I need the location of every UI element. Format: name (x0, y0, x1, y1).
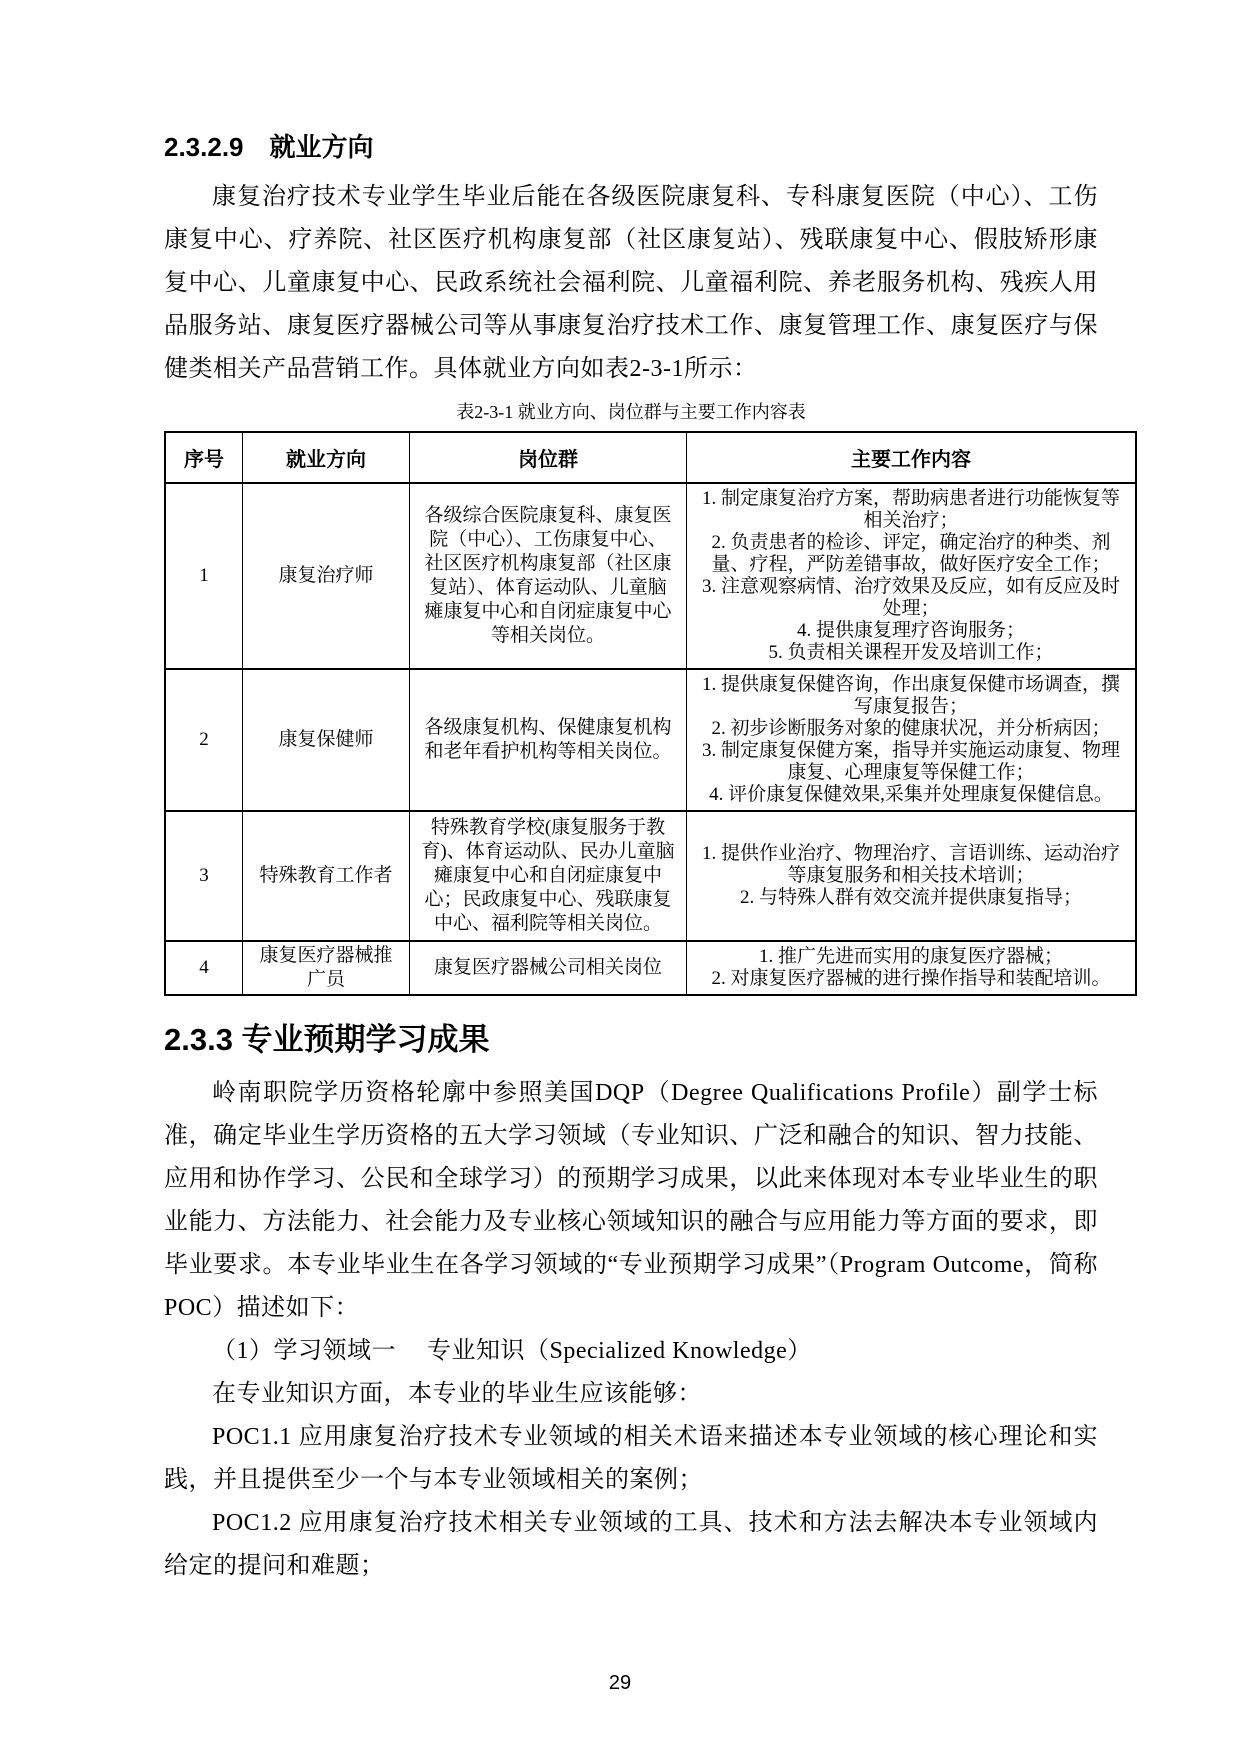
row-work (687, 483, 1137, 669)
row-direction: 康复治疗师 (243, 483, 410, 669)
work-item: 4. 评价康复保健效果,采集并处理康复保健信息。 (709, 784, 1113, 805)
employment-table (164, 431, 1137, 996)
work-item: 1. 提供康复保健咨询，作出康复保健市场调查，撰写康复报告； (701, 674, 1120, 717)
row-no: 3 (165, 811, 243, 941)
work-item: 1. 提供作业治疗、物理治疗、言语训练、运动治疗等康复服务和相关技术培训； (701, 843, 1120, 886)
row-direction: 特殊教育工作者 (243, 811, 410, 941)
row-work (687, 941, 1137, 995)
work-item: 5. 负责相关课程开发及培训工作； (768, 642, 1054, 663)
table-row (165, 941, 1136, 995)
table-row (165, 811, 1136, 941)
row-no: 2 (165, 669, 243, 811)
table-row (165, 669, 1136, 811)
work-item: 1. 制定康复治疗方案，帮助病患者进行功能恢复等相关治疗； (701, 488, 1120, 531)
row-posts: 康复医疗器械公司相关岗位 (410, 941, 687, 995)
specialized-knowledge-lead-line: 在专业知识方面，本专业的毕业生应该能够： (212, 1381, 702, 1407)
page-content (164, 130, 1120, 1588)
row-no: 1 (165, 483, 243, 669)
row-work (687, 669, 1137, 811)
poc-1-2-paragraph: POC1.2 应用康复治疗技术相关专业领域的工具、技术和方法去解决本专业领域内给定的提问和难题； (164, 1510, 1098, 1579)
learning-area-1-line: （1）学习领域一 专业知识（Specialized Knowledge） (212, 1338, 812, 1364)
row-posts: 各级综合医院康复科、康复医院（中心）、工伤康复中心、社区医疗机构康复部（社区康复站）、体育运动队、儿童脑瘫康复中心和自闭症康复中心等相关岗位。 (410, 483, 687, 669)
col-header-posts: 岗位群 (410, 432, 687, 483)
row-direction: 康复保健师 (243, 669, 410, 811)
work-item: 2. 负责患者的检诊、评定，确定治疗的种类、剂量、疗程，严防差错事故，做好医疗安全工作； (711, 532, 1111, 575)
page-number: 29 (608, 1672, 632, 1694)
table-caption: 表2-3-1 就业方向、岗位群与主要工作内容表 (456, 402, 806, 422)
work-item: 1. 推广先进而实用的康复医疗器械； (758, 946, 1063, 967)
table-header-row (165, 432, 1136, 483)
work-item: 2. 对康复医疗器械的进行操作指导和装配培训。 (711, 968, 1111, 989)
poc-1-1-paragraph: POC1.1 应用康复治疗技术专业领域的相关术语来描述本专业领域的核心理论和实践，并且提供至少一个与本专业领域相关的案例； (164, 1424, 1098, 1493)
col-header-no: 序号 (165, 432, 243, 483)
work-item: 4. 提供康复理疗咨询服务； (796, 620, 1025, 641)
work-item: 2. 初步诊断服务对象的健康状况，并分析病因； (711, 718, 1111, 739)
section-heading-2-3-2-9: 2.3.2.9 就业方向 (164, 132, 374, 162)
employment-intro-paragraph: 康复治疗技术专业学生毕业后能在各级医院康复科、专科康复医院（中心）、工伤康复中心、疗养院、社区医疗机构康复部（社区康复站）、残联康复中心、假肢矫形康复中心、儿童康复中心、民政系统社会福利院、儿童福利院、养老服务机构、残疾人用品服务站、康复医疗器械公司等从事康复治疗技术工作、康复管理工作、康复医疗与保健类相关产品营销工作。具体就业方向如表2-3-1所示： (164, 184, 1098, 382)
table-row (165, 483, 1136, 669)
section-heading-2-3-3: 2.3.3 专业预期学习成果 (164, 1022, 490, 1057)
row-no: 4 (165, 941, 243, 995)
col-header-work: 主要工作内容 (687, 432, 1137, 483)
row-work (687, 811, 1137, 941)
row-posts: 特殊教育学校(康复服务于教育)、体育运动队、民办儿童脑瘫康复中心和自闭症康复中心；民政康复中心、残联康复中心、福利院等相关岗位。 (410, 811, 687, 941)
work-item: 3. 制定康复保健方案，指导并实施运动康复、物理康复、心理康复等保健工作； (701, 740, 1120, 783)
dqp-paragraph: 岭南职院学历资格轮廓中参照美国DQP（Degree Qualifications Profile）副学士标准，确定毕业生学历资格的五大学习领域（专业知识、广泛和融合的知识、智力技能、应用和协作学习、公民和全球学习）的预期学习成果，以此来体现对本专业毕业生的职业能力、方法能力、社会能力及专业核心领域知识的融合与应用能力等方面的要求，即毕业要求。本专业毕业生在各学习领域的“专业预期学习成果”（Program Outcome，简称POC）描述如下： (164, 1080, 1098, 1321)
work-item: 3. 注意观察病情、治疗效果及反应，如有反应及时处理； (701, 576, 1120, 619)
row-direction: 康复医疗器械推广员 (243, 941, 410, 995)
work-item: 2. 与特殊人群有效交流并提供康复指导； (739, 887, 1082, 908)
row-posts: 各级康复机构、保健康复机构和老年看护机构等相关岗位。 (410, 669, 687, 811)
col-header-direction: 就业方向 (243, 432, 410, 483)
